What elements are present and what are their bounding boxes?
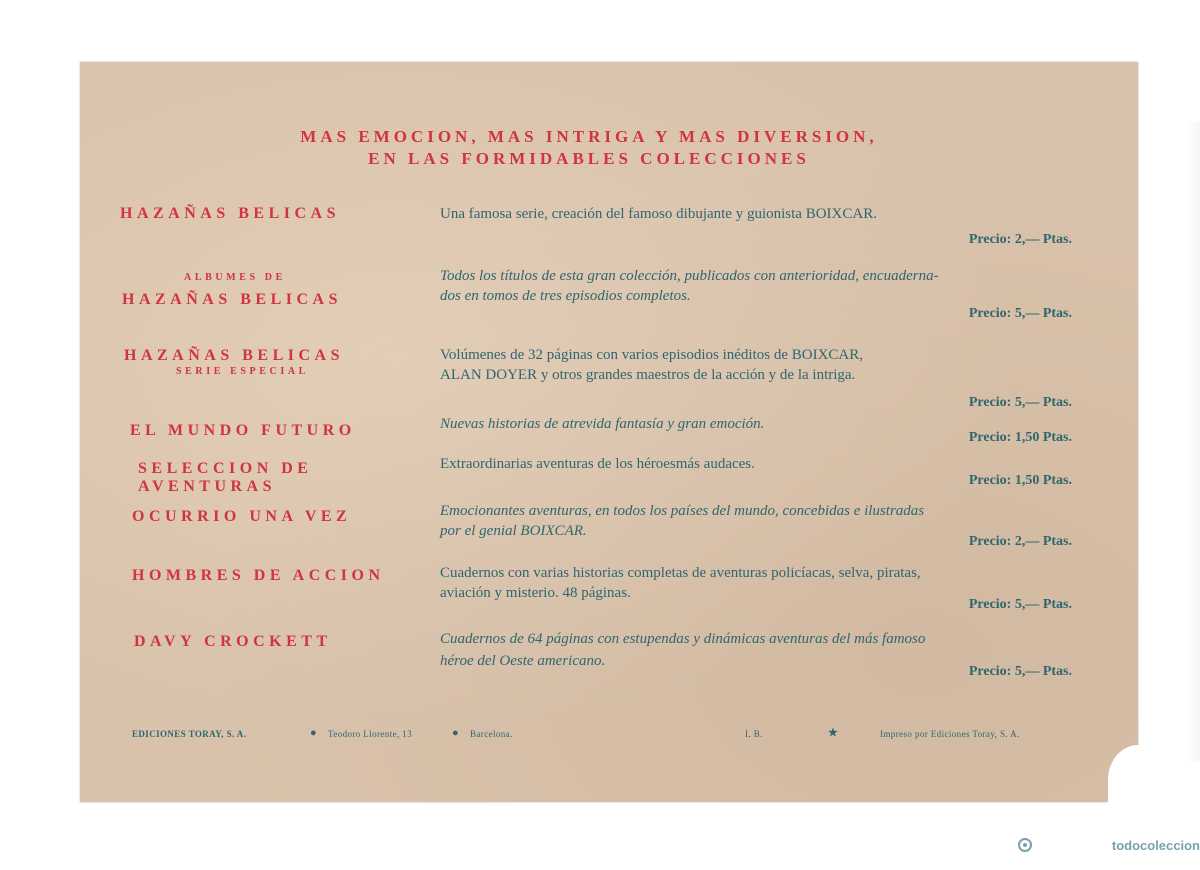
collection-price: Precio: 2,— Ptas. xyxy=(968,534,1072,549)
collection-description: Volúmenes de 32 páginas con varios episodios inéditos de BOIXCAR, xyxy=(440,347,864,363)
collection-price: Precio: 5,— Ptas. xyxy=(968,395,1072,410)
torn-corner xyxy=(1108,745,1168,815)
collection-price: Precio: 5,— Ptas. xyxy=(968,306,1072,321)
footer-printer: Impreso por Ediciones Toray, S. A. xyxy=(880,729,1020,739)
collection-title: OCURRIO UNA VEZ xyxy=(132,508,352,525)
header-line-2: EN LAS FORMIDABLES COLECCIONES xyxy=(368,149,810,168)
collection-title: DAVY CROCKETT xyxy=(134,633,332,650)
collection-description: aviación y misterio. 48 páginas. xyxy=(440,585,631,601)
collection-title: EL MUNDO FUTURO xyxy=(130,422,356,439)
collection-description: Nuevas historias de atrevida fantasía y gran emoción. xyxy=(440,416,765,432)
collection-title: HAZAÑAS BELICAS xyxy=(124,347,344,364)
collection-title: SELECCION DE xyxy=(138,460,313,477)
collection-price: Precio: 5,— Ptas. xyxy=(968,597,1072,612)
collection-title: HAZAÑAS BELICAS xyxy=(122,291,342,308)
collection-subtitle: SERIE ESPECIAL xyxy=(176,366,309,377)
collection-description: Una famosa serie, creación del famoso dibujante y guionista BOIXCAR. xyxy=(440,206,877,222)
star-icon: ★ xyxy=(828,727,839,739)
collection-description: ALAN DOYER y otros grandes maestros de la acción y de la intriga. xyxy=(440,367,856,383)
collection-title-bottom: AVENTURAS xyxy=(138,478,277,495)
header-line-1: MAS EMOCION, MAS INTRIGA Y MAS DIVERSION, xyxy=(300,127,878,146)
watermark-text: todocoleccion xyxy=(1111,838,1200,853)
collection-title: HAZAÑAS BELICAS xyxy=(120,205,340,222)
collection-price: Precio: 1,50 Ptas. xyxy=(968,430,1072,445)
document-page xyxy=(80,62,1138,802)
footer-publisher: EDICIONES TORAY, S. A. xyxy=(132,729,247,739)
collection-price: Precio: 2,— Ptas. xyxy=(968,232,1072,247)
footer-code: I. B. xyxy=(745,729,763,739)
footer-address: Teodoro Llorente, 13 xyxy=(328,729,413,739)
collection-description: Extraordinarias aventuras de los héroesmás audaces. xyxy=(440,456,755,472)
collection-description: dos en tomos de tres episodios completos. xyxy=(440,288,691,304)
collection-title: HOMBRES DE ACCION xyxy=(132,567,385,584)
collection-description: Todos los títulos de esta gran colección, publicados con anterioridad, encuaderna- xyxy=(440,268,939,284)
collection-description: Cuadernos con varias historias completas de aventuras policíacas, selva, piratas, xyxy=(440,565,921,581)
bullet-icon: ● xyxy=(310,727,318,739)
page-edge-shadow xyxy=(1186,122,1200,762)
collection-price: Precio: 1,50 Ptas. xyxy=(968,473,1072,488)
collection-title-top: ALBUMES DE xyxy=(184,272,286,283)
collection-description: Emocionantes aventuras, en todos los países del mundo, concebidas e ilustradas xyxy=(440,503,925,519)
collection-description: héroe del Oeste americano. xyxy=(440,653,606,669)
collection-description: por el genial BOIXCAR. xyxy=(440,523,587,539)
footer-city: Barcelona. xyxy=(470,729,513,739)
collection-price: Precio: 5,— Ptas. xyxy=(968,664,1072,679)
bullet-icon: ● xyxy=(452,727,460,739)
collection-description: Cuadernos de 64 páginas con estupendas y dinámicas aventuras del más famoso xyxy=(440,631,926,647)
